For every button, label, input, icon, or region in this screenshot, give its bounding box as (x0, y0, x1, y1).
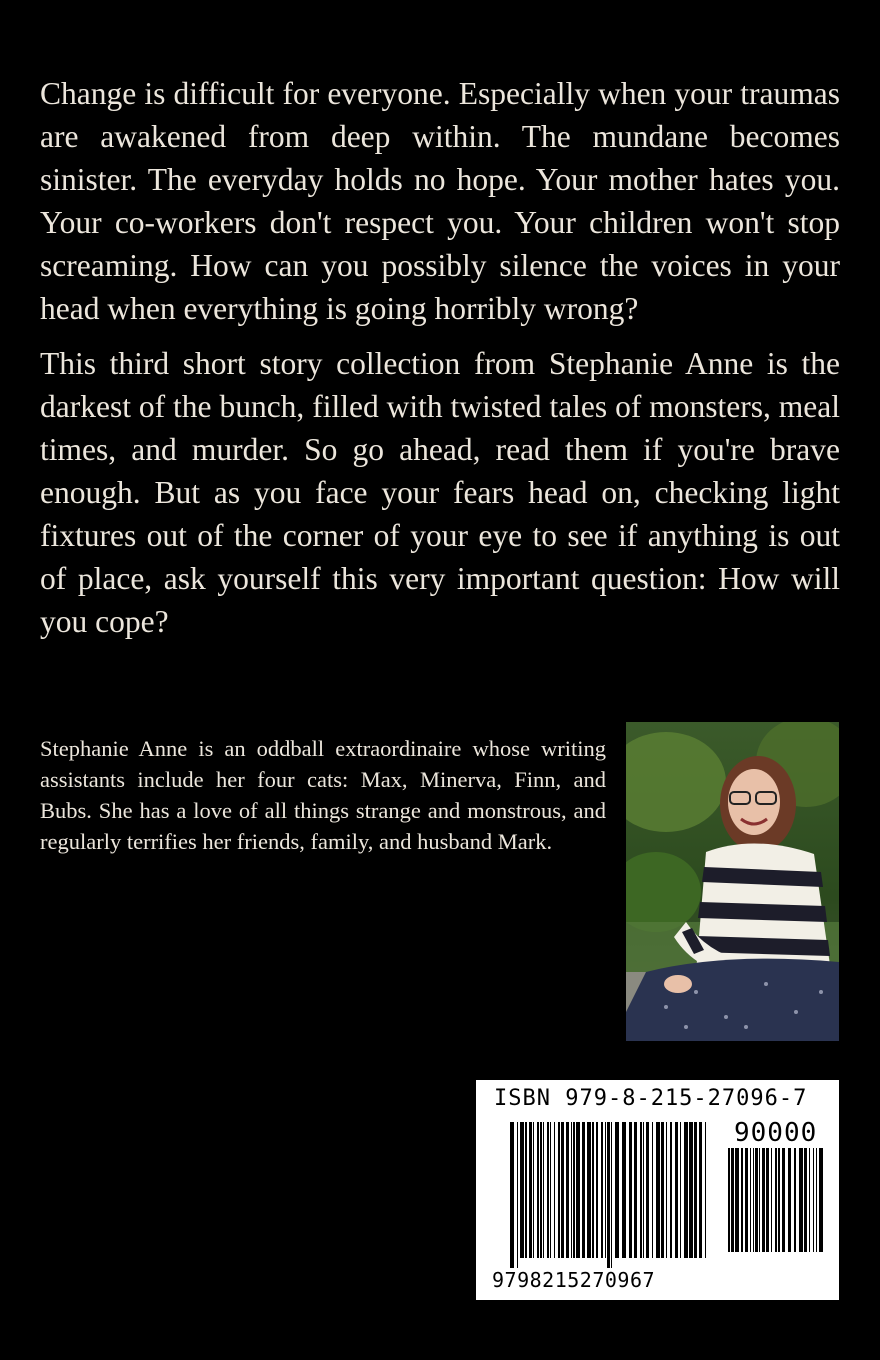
barcode-bar (705, 1122, 706, 1258)
barcode-bar (766, 1148, 769, 1252)
barcode-bar (750, 1148, 751, 1252)
barcode-bar (640, 1122, 642, 1258)
barcode-bar (782, 1148, 785, 1252)
barcode-bar (675, 1122, 678, 1258)
barcode-bar (646, 1122, 649, 1258)
barcode-bar (558, 1122, 560, 1258)
isbn-label: ISBN 979-8-215-27096-7 (494, 1086, 808, 1111)
barcode-bar (652, 1122, 653, 1258)
barcode-bar (520, 1122, 524, 1258)
barcode-bar (804, 1148, 807, 1252)
barcode-bar (611, 1122, 612, 1272)
barcode-bar (573, 1122, 575, 1258)
barcode-bar (607, 1122, 610, 1272)
barcode-bar (561, 1122, 564, 1258)
barcode-bar (680, 1122, 681, 1258)
barcode-bar (731, 1148, 734, 1252)
addon-barcode-bars (728, 1148, 823, 1266)
barcode-bar (517, 1122, 518, 1272)
barcode-bar (794, 1148, 796, 1252)
barcode-bar (629, 1122, 632, 1258)
barcode-bar (728, 1148, 730, 1252)
barcode-bar (643, 1122, 644, 1258)
barcode-bar (566, 1122, 569, 1258)
barcode-bar (540, 1122, 542, 1258)
author-photo (626, 722, 839, 1041)
barcode-bar (661, 1122, 664, 1258)
barcode-bar (799, 1148, 803, 1252)
barcode-bar (615, 1122, 619, 1258)
barcode-bar (745, 1148, 748, 1252)
barcode-bar (587, 1122, 591, 1258)
barcode-bar (571, 1122, 572, 1258)
barcode-bar (771, 1148, 772, 1252)
price-code: 90000 (734, 1118, 818, 1148)
barcode-bar (684, 1122, 688, 1258)
barcode-bar (525, 1122, 527, 1258)
isbn-barcode (476, 1080, 839, 1300)
barcode-bar (699, 1122, 702, 1258)
barcode-bar (775, 1148, 777, 1252)
barcode-bar (755, 1148, 758, 1252)
barcode-bar (634, 1122, 637, 1258)
barcode-bar (537, 1122, 539, 1258)
barcode-bar (547, 1122, 549, 1258)
barcode-bar (689, 1122, 693, 1258)
barcode-bar (762, 1148, 765, 1252)
barcode-bar (622, 1122, 626, 1258)
barcode-bar (813, 1148, 814, 1252)
author-bio: Stephanie Anne is an oddball extraordinaire whose writing assistants include her four cats: Max, Minerva, Finn, and Bubs. She has a love of all things strange and monstrous, and regularly terrifies her friends, family, and husband Mark. (40, 736, 606, 854)
barcode-bar (554, 1122, 555, 1258)
blurb-paragraph-1: Change is difficult for everyone. Especially when your traumas are awakened from deep within. The mundane becomes sinister. The everyday holds no hope. Your mother hates you. Your co-workers don't respect you. Your children won't stop screaming. How can you possibly silence the voices in your head when everything is going horribly wrong? (40, 76, 840, 326)
barcode-bar (759, 1148, 760, 1252)
barcode-bar (816, 1148, 817, 1252)
barcode-bar (582, 1122, 585, 1258)
back-cover-blurb (40, 72, 840, 655)
barcode-bar (735, 1148, 739, 1252)
barcode-bar (819, 1148, 823, 1252)
barcode-bar (753, 1148, 754, 1252)
barcode-bar (510, 1122, 514, 1272)
barcode-bar (694, 1122, 697, 1258)
barcode-bar (596, 1122, 598, 1258)
barcode-bar (550, 1122, 551, 1258)
barcode-bar (788, 1148, 791, 1252)
barcode-bar (666, 1122, 667, 1258)
barcode-bar (778, 1148, 780, 1252)
blurb-paragraph-2: This third short story collection from Stephanie Anne is the darkest of the bunch, filled with twisted tales of monsters, meal times, and murder. So go ahead, read them if you're brave enough. But as you face your fears head on, checking light fixtures out of the corner of your eye to see if anything is out of place, ask yourself this very important question: How will you cope? (40, 346, 840, 639)
barcode-bar (605, 1122, 606, 1258)
barcode-bar (529, 1122, 532, 1258)
barcode-bar (601, 1122, 603, 1258)
barcode-bar (809, 1148, 810, 1252)
barcode-bar (533, 1122, 534, 1258)
barcode-bar (592, 1122, 594, 1258)
barcode-bar (576, 1122, 580, 1258)
ean-barcode-bars (510, 1122, 710, 1272)
barcode-bar (741, 1148, 743, 1252)
barcode-bar (656, 1122, 660, 1258)
ean-digits: 9798215270967 (492, 1268, 658, 1292)
barcode-bar (543, 1122, 544, 1258)
barcode-bar (670, 1122, 672, 1258)
